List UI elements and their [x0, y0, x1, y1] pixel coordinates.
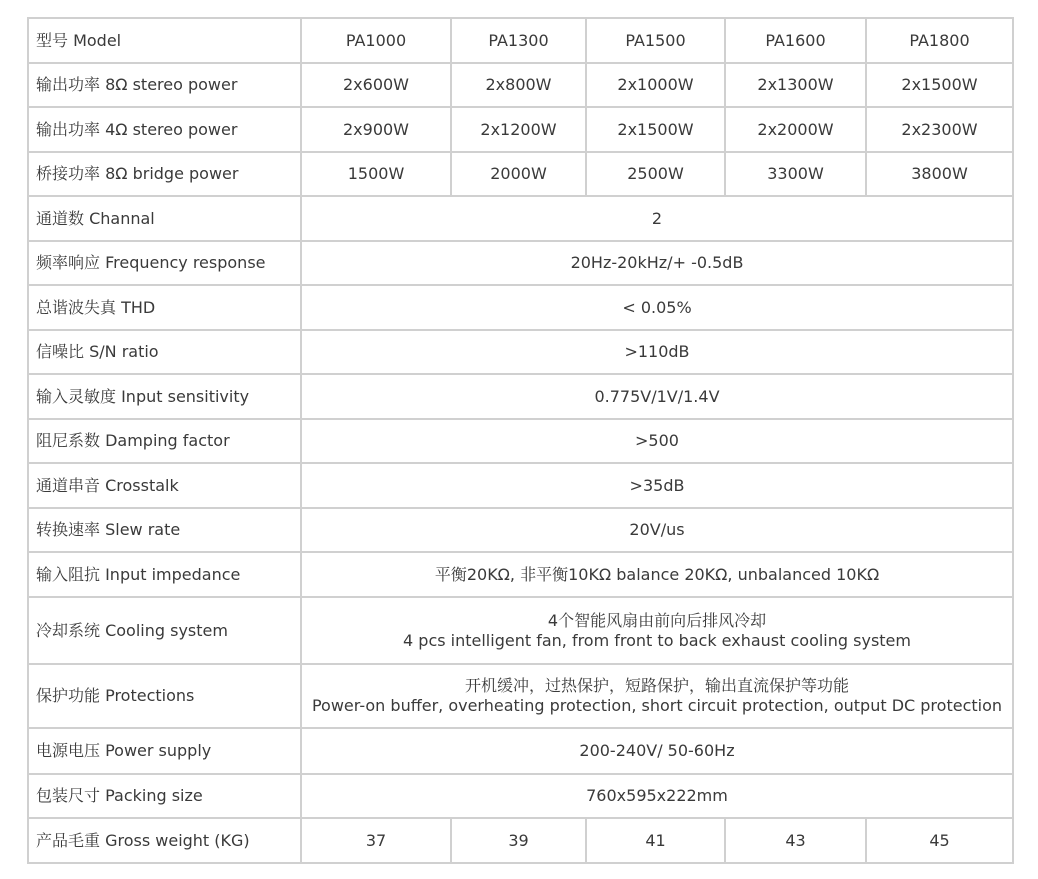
- cell-value: 2000W: [451, 152, 586, 196]
- row-label: 输出功率 4Ω stereo power: [28, 107, 301, 152]
- row-stereo-power-8ohm: [28, 63, 1013, 107]
- row-frequency-response: [28, 241, 1013, 285]
- row-damping-factor: [28, 419, 1013, 463]
- value-english: 4 pcs intelligent fan, from front to back exhaust cooling system: [403, 630, 911, 650]
- row-power-supply: [28, 728, 1013, 774]
- row-label: 频率响应 Frequency response: [28, 241, 301, 285]
- cell-value: 2x1500W: [866, 63, 1013, 107]
- row-label: 桥接功率 8Ω bridge power: [28, 152, 301, 196]
- cell-value: 200-240V/ 50-60Hz: [301, 728, 1013, 774]
- row-label: 冷却系统 Cooling system: [28, 597, 301, 664]
- row-thd: [28, 285, 1013, 330]
- model-pa1000: PA1000: [301, 18, 451, 63]
- row-label: 转换速率 Slew rate: [28, 508, 301, 552]
- row-label: 输出功率 8Ω stereo power: [28, 63, 301, 107]
- row-gross-weight: [28, 818, 1013, 863]
- model-pa1300: PA1300: [451, 18, 586, 63]
- cell-value: 0.775V/1V/1.4V: [301, 374, 1013, 419]
- cell-value: 2x900W: [301, 107, 451, 152]
- value-chinese: 开机缓冲，过热保护，短路保护，输出直流保护等功能: [464, 676, 849, 695]
- cell-value: 2: [301, 196, 1013, 241]
- cell-value: 2x800W: [451, 63, 586, 107]
- model-pa1600: PA1600: [725, 18, 866, 63]
- cell-value: 1500W: [301, 152, 451, 196]
- row-protections: [28, 664, 1013, 728]
- row-input-impedance: [28, 552, 1013, 597]
- model-pa1800: PA1800: [866, 18, 1013, 63]
- value-chinese: 4个智能风扇由前向后排风冷却: [547, 610, 767, 630]
- row-crosstalk: [28, 463, 1013, 508]
- row-slew-rate: [28, 508, 1013, 552]
- row-model: [28, 18, 1013, 63]
- row-label: 信噪比 S/N ratio: [28, 330, 301, 374]
- row-label: 电源电压 Power supply: [28, 728, 301, 774]
- cell-value: [301, 597, 1013, 664]
- row-label: 输入阻抗 Input impedance: [28, 552, 301, 597]
- cell-value: >110dB: [301, 330, 1013, 374]
- row-snr: [28, 330, 1013, 374]
- spec-table: [27, 17, 1014, 864]
- cell-value: 平衡20KΩ, 非平衡10KΩ balance 20KΩ, unbalanced 10KΩ: [301, 552, 1013, 597]
- cell-value: 3300W: [725, 152, 866, 196]
- row-label: 产品毛重 Gross weight (KG): [28, 818, 301, 863]
- row-label: 保护功能 Protections: [28, 664, 301, 728]
- cell-value: [301, 664, 1013, 728]
- cell-value: >500: [301, 419, 1013, 463]
- cell-value: >35dB: [301, 463, 1013, 508]
- row-label: 通道数 Channal: [28, 196, 301, 241]
- cell-value: 3800W: [866, 152, 1013, 196]
- row-packing-size: [28, 774, 1013, 818]
- cell-value: 2x1300W: [725, 63, 866, 107]
- cell-value: 39: [451, 818, 586, 863]
- value-english: Power-on buffer, overheating protection, short circuit protection, output DC protection: [311, 696, 1003, 715]
- row-bridge-power: [28, 152, 1013, 196]
- cell-value: 2x1500W: [586, 107, 725, 152]
- cell-value: 2x2300W: [866, 107, 1013, 152]
- cell-value: 2x1200W: [451, 107, 586, 152]
- cell-value: 43: [725, 818, 866, 863]
- row-label: 总谐波失真 THD: [28, 285, 301, 330]
- cell-value: < 0.05%: [301, 285, 1013, 330]
- cell-value: 760x595x222mm: [301, 774, 1013, 818]
- cell-value: 41: [586, 818, 725, 863]
- row-input-sensitivity: [28, 374, 1013, 419]
- cell-value: 37: [301, 818, 451, 863]
- row-cooling-system: [28, 597, 1013, 664]
- cell-value: 2x1000W: [586, 63, 725, 107]
- cell-value: 20Hz-20kHz/+ -0.5dB: [301, 241, 1013, 285]
- row-stereo-power-4ohm: [28, 107, 1013, 152]
- row-label-model: 型号 Model: [28, 18, 301, 63]
- cell-value: 2x2000W: [725, 107, 866, 152]
- cell-value: 2x600W: [301, 63, 451, 107]
- row-label: 包装尺寸 Packing size: [28, 774, 301, 818]
- cell-value: 45: [866, 818, 1013, 863]
- cell-value: 2500W: [586, 152, 725, 196]
- row-label: 阻尼系数 Damping factor: [28, 419, 301, 463]
- model-pa1500: PA1500: [586, 18, 725, 63]
- cell-value: 20V/us: [301, 508, 1013, 552]
- row-label: 输入灵敏度 Input sensitivity: [28, 374, 301, 419]
- row-channel: [28, 196, 1013, 241]
- row-label: 通道串音 Crosstalk: [28, 463, 301, 508]
